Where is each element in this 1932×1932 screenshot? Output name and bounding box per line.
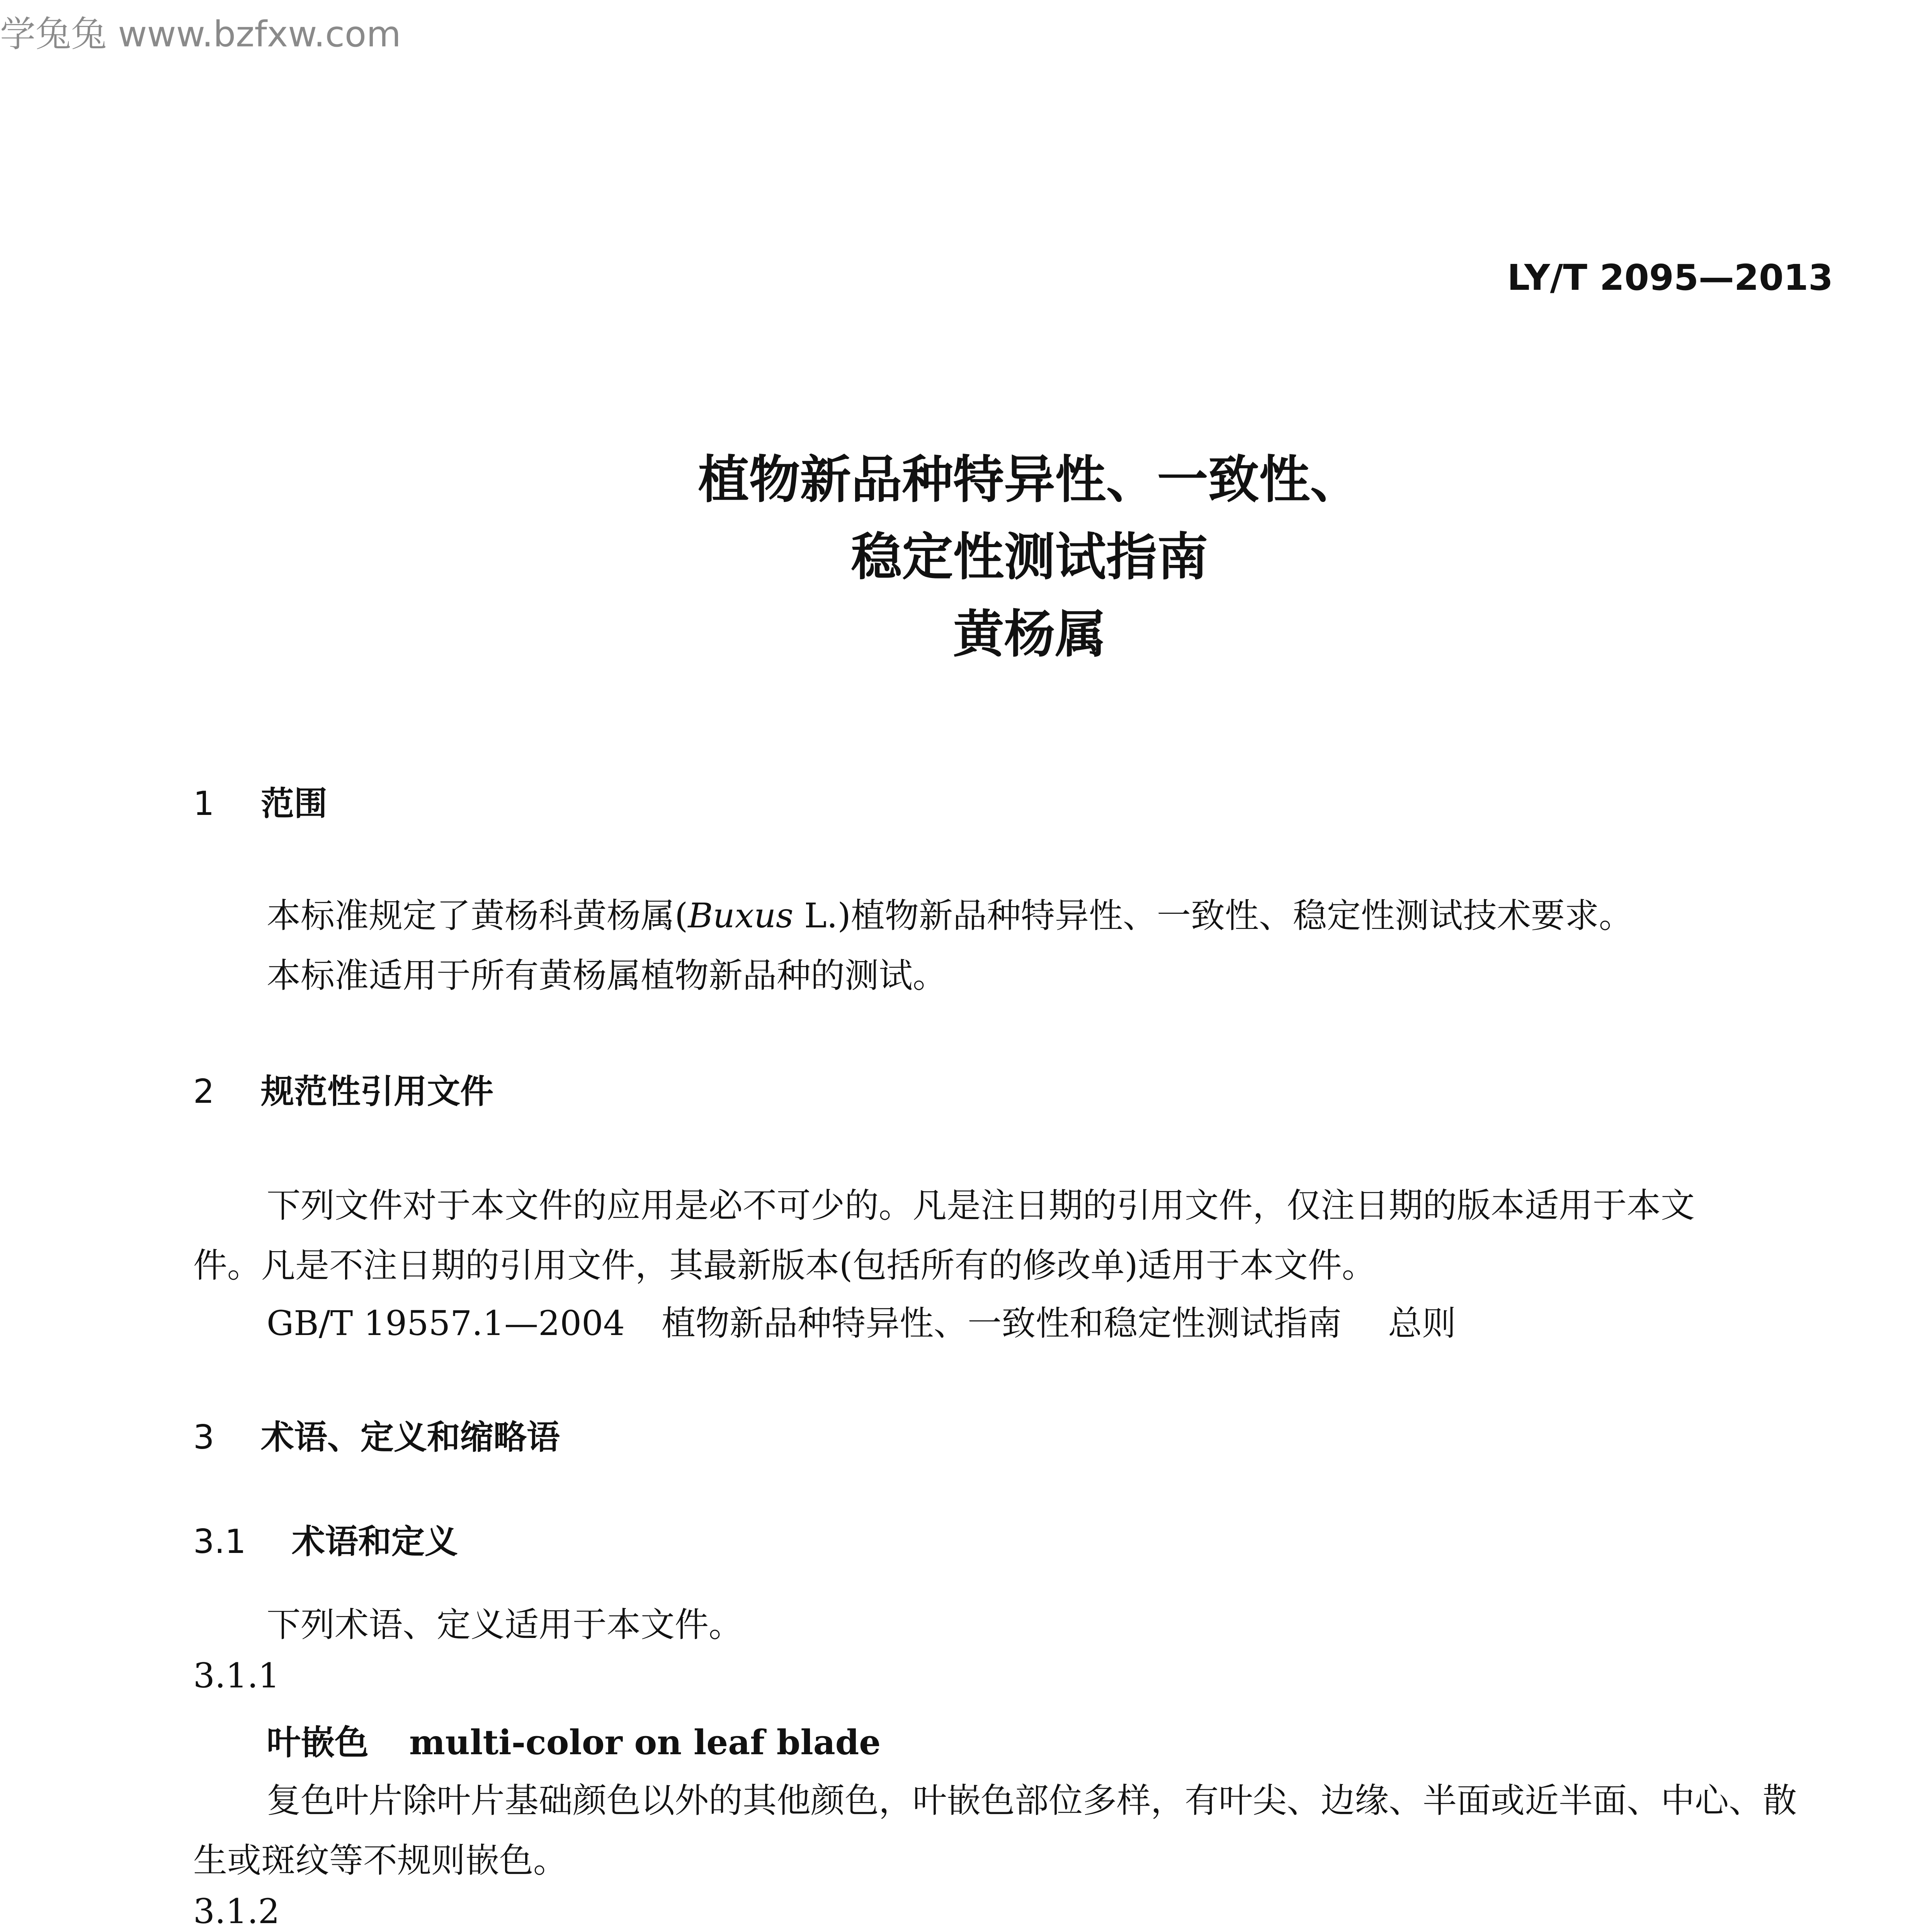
reference-code: GB/T 19557.1—2004	[267, 1303, 625, 1343]
latin-genus: Buxus	[688, 896, 794, 935]
section-3-1-intro: 下列术语、定义适用于本文件。	[267, 1605, 743, 1645]
term-number: 3.1.1	[193, 1656, 280, 1696]
reference-title: 植物新品种特异性、一致性和稳定性测试指南	[662, 1303, 1342, 1343]
section-2-heading	[193, 1065, 493, 1112]
section-1-heading	[193, 777, 327, 825]
section-1-number: 1	[193, 784, 214, 823]
section-3-number: 3	[193, 1418, 214, 1457]
section-3-title: 术语、定义和缩略语	[261, 1418, 560, 1457]
normative-reference	[267, 1296, 1456, 1345]
text: 本标准规定了黄杨科黄杨属(	[267, 896, 688, 935]
section-3-heading	[193, 1410, 560, 1458]
section-1-title: 范围	[261, 784, 327, 823]
term-definition-line1: 复色叶片除叶片基础颜色以外的其他颜色，叶嵌色部位多样，有叶尖、边缘、半面或近半面、中心、散	[267, 1781, 1797, 1820]
section-3-1-number: 3.1	[193, 1522, 246, 1561]
document-title-line1: 植物新品种特异性、一致性、	[698, 450, 1361, 510]
section-3-1-title: 术语和定义	[292, 1522, 458, 1561]
section-2-title: 规范性引用文件	[261, 1072, 493, 1111]
term-cn: 叶嵌色	[267, 1723, 369, 1762]
section-2-number: 2	[193, 1072, 214, 1111]
text: L.)植物新品种特异性、一致性、稳定性测试技术要求。	[793, 896, 1633, 935]
document-title-line2: 稳定性测试指南	[851, 527, 1208, 587]
section-2-paragraph-line2: 件。凡是不注日期的引用文件，其最新版本(包括所有的修改单)适用于本文件。	[193, 1245, 1376, 1285]
section-2-paragraph-line1: 下列文件对于本文件的应用是必不可少的。凡是注日期的引用文件，仅注日期的版本适用于本文	[267, 1185, 1695, 1225]
reference-suffix: 总则	[1388, 1303, 1456, 1343]
section-1-paragraph-1	[267, 889, 1633, 937]
watermark: 学兔兔 www.bzfxw.com	[0, 14, 401, 55]
term-number: 3.1.2	[193, 1891, 280, 1931]
term-en: multi-color on leaf blade	[409, 1722, 881, 1762]
section-1-paragraph-2: 本标准适用于所有黄杨属植物新品种的测试。	[267, 956, 947, 995]
document-title-line3: 黄杨属	[953, 605, 1106, 664]
term-definition-line2: 生或斑纹等不规则嵌色。	[193, 1840, 568, 1880]
term-heading	[267, 1716, 881, 1764]
section-3-1-heading	[193, 1515, 458, 1563]
standard-code: LY/T 2095—2013	[1507, 257, 1833, 298]
